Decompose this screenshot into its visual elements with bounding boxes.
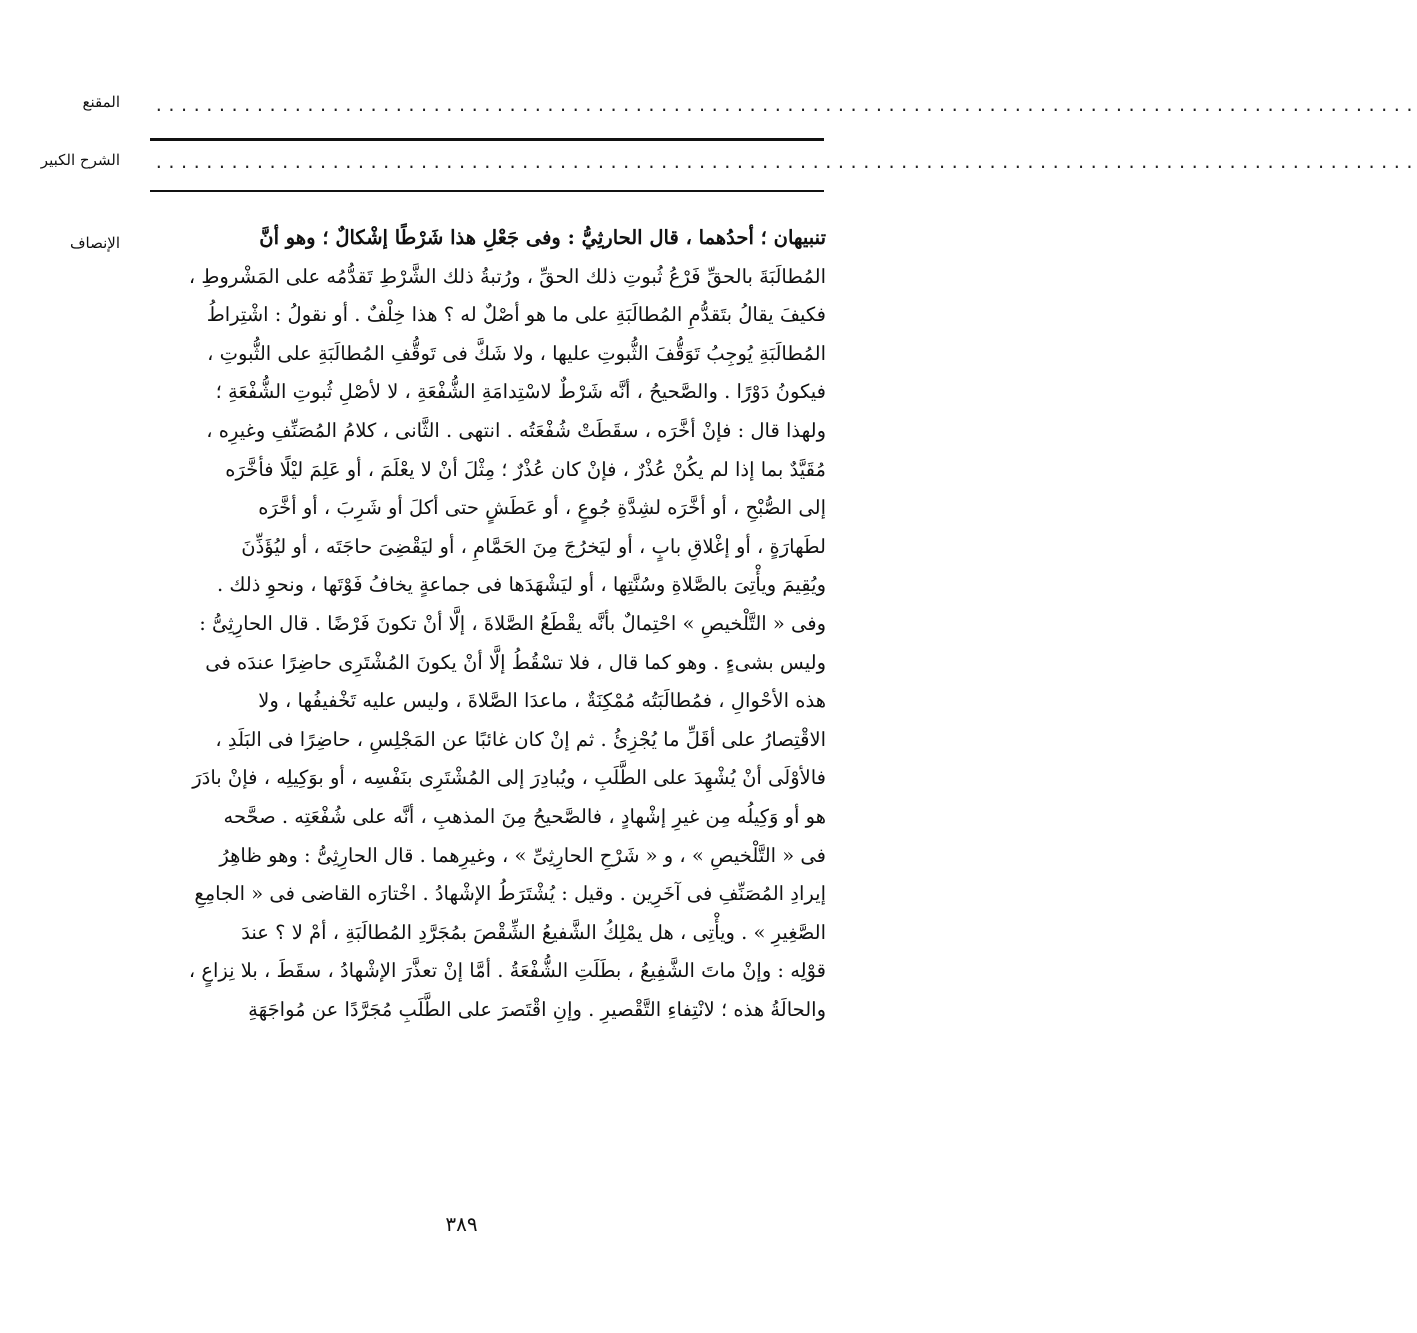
page-number: ٣٨٩ (445, 1212, 478, 1236)
text-line: ويُقِيمَ ويأْتِىَ بالصَّلاةِ وسُنَّتِها ، أو ليَشْهَدَها فى جماعةٍ يخافُ فَوْتَها ، ونحوِ ذلك . (216, 573, 826, 597)
section-divider-rule (150, 138, 824, 141)
sharh-kabir-placeholder-dots: .................................................................................................... (154, 153, 1417, 172)
text-line: الصَّغِيرِ » . ويأْتِى ، هل يمْلِكُ الشَّفيعُ الشِّقْصَ بمُجَرَّدِ المُطالَبَةِ ، أمْ لا ؟ عندَ (241, 920, 826, 944)
text-line: ولهذا قال : فإنْ أخَّرَه ، سقَطَتْ شُفْعَتُه . انتهى . الثَّانى ، كلامُ المُصَنِّفِ وغيرِه ، (206, 418, 826, 442)
text-line: وفى « التَّلْخيصِ » احْتِمالٌ بأنَّه يقْطَعُ الصَّلاةَ ، إلَّا أنْ تكونَ فَرْضًا . قال الحارِثِىُّ : (199, 611, 826, 635)
text-line: الاقْتِصارُ على أقَلِّ ما يُجْزِئُ . ثم إنْ كان غائبًا عن المَجْلِسِ ، حاضِرًا فى البَلَدِ ، (215, 727, 826, 751)
section-label-muqni: المقنع (82, 93, 120, 111)
text-line: هذه الأحْوالِ ، فمُطالَبَتُه مُمْكِنَةٌ ، ماعدَا الصَّلاةَ ، وليس عليه تَخْفيفُها ، ولا (258, 689, 826, 713)
section-label-sharh-kabir: الشرح الكبير (40, 151, 120, 169)
text-line: لطَهارَةٍ ، أو إغْلاقِ بابٍ ، أو ليَخرُجَ مِنَ الحَمَّامِ ، أو ليَقْضِىَ حاجَتَه ، أو ليُؤَذِّنَ (241, 534, 826, 558)
text-line: هو أو وَكِيلُه مِن غيرِ إشْهادٍ ، فالصَّحيحُ مِنَ المذهبِ ، أنَّه على شُفْعَتِه . صحَّحه (223, 804, 826, 828)
text-line: قوْلِه : وإنْ ماتَ الشَّفِيعُ ، بطَلَتِ الشُّفْعَةُ . أمَّا إنْ تعذَّرَ الإشْهادُ ، سقَطَ ، بلا نِزاعٍ ، (188, 959, 826, 983)
text-line: فى « التَّلْخيصِ » ، و « شَرْحِ الحارِثِىِّ » ، وغيرِهما . قال الحارِثِىُّ : وهو ظاهِرُ (219, 843, 826, 867)
text-line: تنبيهان ؛ أحدُهما ، قال الحارثِيُّ : وفى جَعْلِ هذا شَرْطًا إشْكالٌ ؛ وهو أنَّ (259, 226, 826, 249)
text-line: فيكونُ دَوْرًا . والصَّحيحُ ، أنَّه شَرْطٌ لاسْتِدامَةِ الشُّفْعَةِ ، لا لأصْلِ ثُبوتِ الشُّفْعَةِ ؛ (215, 380, 826, 404)
insaf-body-text (148, 219, 826, 1029)
text-line: وليس بشىءٍ . وهو كما قال ، فلا تسْقُطُ إلَّا أنْ يكونَ المُشْتَرِى حاضِرًا عندَه فى (205, 650, 826, 674)
text-line: إيرادِ المُصَنِّفِ فى آخَرِين . وقيل : يُشْتَرَطُ الإشْهادُ . اخْتارَه القاضى فى « الجامِعِ (194, 882, 826, 906)
text-line: فكيفَ يقالُ بتَقدُّمِ المُطالَبَةِ على ما هو أصْلٌ له ؟ هذا خِلْفٌ . أو نقولُ : اشْتِراطُ (206, 303, 826, 327)
text-line: مُقَيَّدٌ بما إذا لم يكُنْ عُذْرٌ ، فإنْ كان عُذْرٌ ؛ مِثْلَ أنْ لا يعْلَمَ ، أو عَلِمَ ليْلًا فأخَّرَه (225, 457, 826, 481)
text-line: المُطالَبَةَ بالحقِّ فَرْعُ ثُبوتِ ذلك الحقِّ ، ورُتبةُ ذلك الشَّرْطِ تَقدُّمُه على المَشْروطِ ، (188, 264, 826, 288)
section-divider-rule (150, 190, 824, 192)
text-line: والحالَةُ هذه ؛ لانْتِفاءِ التَّقْصيرِ . وإنِ اقْتَصرَ على الطَّلَبِ مُجَرَّدًا عن مُواجَهَةِ (248, 997, 826, 1021)
text-line: إلى الصُّبْحِ ، أو أخَّرَه لشِدَّةِ جُوعٍ ، أو عَطَشٍ حتى أكلَ أو شَرِبَ ، أو أخَّرَه (258, 496, 826, 520)
muqni-placeholder-dots: .................................................................................................... (154, 96, 1417, 115)
text-line: المُطالَبَةِ يُوجِبُ تَوَقُّفَ الثُّبوتِ عليها ، ولا شَكَّ فى تَوقُّفِ المُطالَبَةِ على الثُّبوتِ ، (207, 341, 826, 365)
text-line: فالأوْلَى أنْ يُشْهِدَ على الطَّلَبِ ، ويُبادِرَ إلى المُشْتَرِى بنَفْسِه ، أو بوَكِيلِه ، فإنْ بادَرَ (192, 766, 826, 790)
section-label-insaf: الإنصاف (69, 234, 120, 252)
